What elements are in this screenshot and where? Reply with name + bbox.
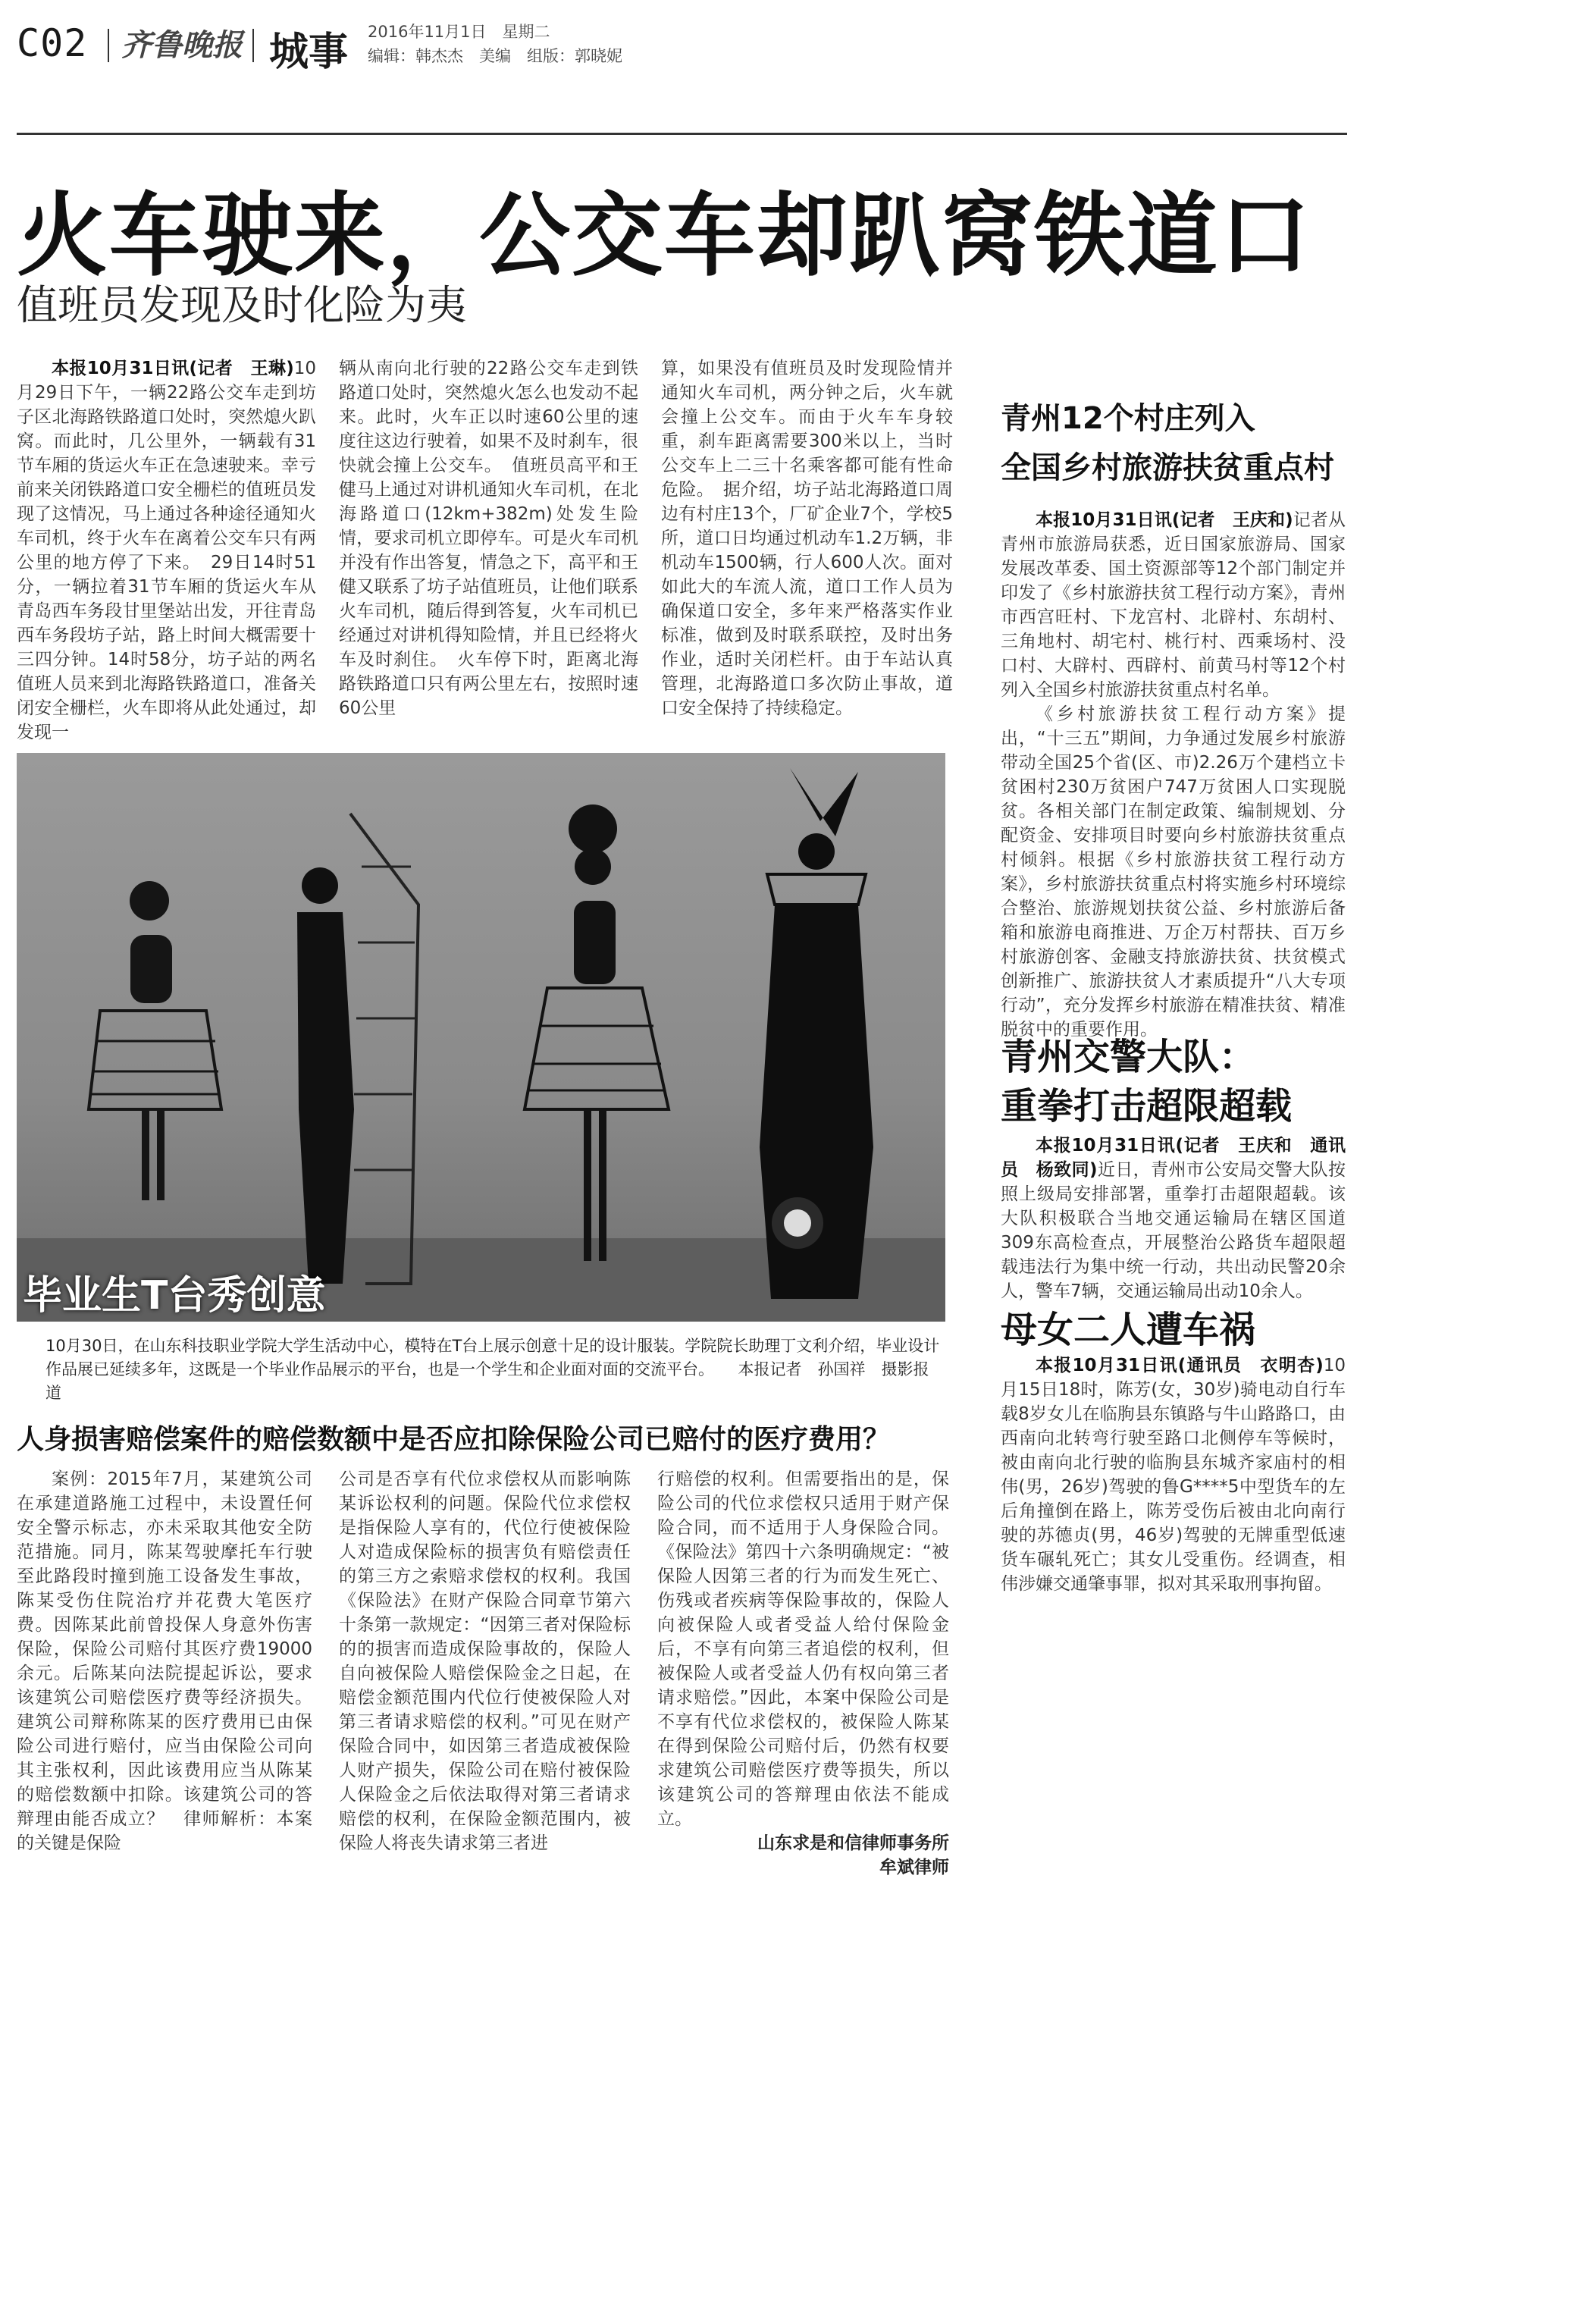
- side2-title-line1: 青州交警大队：: [1001, 1036, 1256, 1078]
- photo-caption: 10月30日，在山东科技职业学院大学生活动中心，模特在T台上展示创意十足的设计服装。学院院长助理丁文利介绍，毕业设计作品展已延续多年，这既是一个毕业作品展示的平台，也是一个学生和企业面对面的交流平台。 本报记者 孙国祥 摄影报道: [45, 1337, 940, 1402]
- side1-byline: 本报10月31日讯(记者 王庆和): [1036, 510, 1293, 530]
- law-col2: [339, 1467, 631, 1855]
- main-byline: 本报10月31日讯(记者 王琳): [52, 359, 294, 378]
- law-text1: 案例：2015年7月，某建筑公司在承建道路施工过程中，未设置任何安全警示标志，亦未采取其他安全防范措施。同月，陈某驾驶摩托车行驶至此路段时撞到施工设备发生事故，陈某受伤住院治疗并花费大笔医疗费。因陈某此前曾投保人身意外伤害保险，保险公司赔付其医疗费19000余元。后陈某向法院提起诉讼，要求该建筑公司赔偿医疗费等经济损失。建筑公司辩称陈某的医疗费用已由保险公司进行赔付，应当由保险公司向其主张权利，因此该费用应当从陈某的赔偿数额中扣除。该建筑公司的答辩理由能否成立？ 律师解析：本案的关键是保险: [17, 1469, 312, 1853]
- law-text2: 公司是否享有代位求偿权从而影响陈某诉讼权利的问题。保险代位求偿权是指保险人享有的，代位行使被保险人对造成保险标的损害负有赔偿责任的第三方之索赔求偿权的权利。我国《保险法》在财产保险合同章节第六十条第一款规定：“因第三者对保险标的的损害而造成保险事故的，保险人自向被保险人赔偿保险金之日起，在赔偿金额范围内代位行使被保险人对第三者请求赔偿的权利。”可见在财产保险合同中，如因第三者造成被保险人财产损失，保险公司在赔付被保险人保险金之后依法取得对第三者请求赔偿的权利，在保险金额范围内，被保险人将丧失请求第三者进: [339, 1469, 631, 1853]
- main-article-text3: 算，如果没有值班员及时发现险情并通知火车司机，两分钟之后，火车就会撞上公交车。而由于火车车身较重，刹车距离需要300米以上，当时公交车上二三十名乘客都可能有性命危险。 据介绍，坊子站北海路道口周边有村庄13个，厂矿企业7个，学校5所，道口日均通过机动车1.2万辆，非机动车1500辆，行人600人次。面对如此大的车流人流，道口工作人员为确保道口安全，多年来严格落实作业标准，做到及时联系联控，及时出务作业，适时关闭栏杆。由于车站认真管理，北海路道口多次防止事故，道口安全保持了持续稳定。: [661, 359, 953, 718]
- side2-body: [1001, 1134, 1346, 1303]
- main-subheadline: 值班员发现及时化险为夷: [17, 281, 467, 329]
- side1-text2: 《乡村旅游扶贫工程行动方案》提出，“十三五”期间，力争通过发展乡村旅游带动全国25个省(区、市)2.26万个建档立卡贫困村230万贫困户747万贫困人口实现脱贫。各相关部门在制定政策、编制规划、分配资金、安排项目时要向乡村旅游扶贫重点村倾斜。根据《乡村旅游扶贫工程行动方案》，乡村旅游扶贫重点村将实施乡村环境综合整治、旅游规划扶贫公益、乡村旅游后备箱和旅游电商推进、万企万村帮扶、百万乡村旅游创客、金融支持旅游扶贫、扶贫模式创新推广、旅游扶贫人才素质提升“八大专项行动”，充分发挥乡村旅游在精准扶贫、精准脱贫中的重要作用。: [1001, 704, 1346, 1040]
- law-signature-lawyer: 牟斌律师: [879, 1858, 949, 1877]
- side2-title-line2: 重拳打击超限超载: [1001, 1085, 1293, 1128]
- law-title: 人身损害赔偿案件的赔偿数额中是否应扣除保险公司已赔付的医疗费用？: [17, 1424, 891, 1455]
- masthead-divider: [108, 29, 109, 62]
- date-line: 2016年11月1日 星期二: [368, 23, 550, 41]
- editors-line: 编辑：韩杰杰 美编 组版：郭晓妮: [368, 47, 622, 65]
- page-number: C02: [17, 21, 88, 65]
- main-article-text2: 辆从南向北行驶的22路公交车走到铁路道口处时，突然熄火怎么也发动不起来。此时，火车正以时速60公里的速度往这边行驶着，如果不及时刹车，很快就会撞上公交车。 值班员高平和王健马上通过对讲机通知火车司机，在北海路道口(12km+382m)处发生险情，要求司机立即停车。可是火车司机并没有作出答复，情急之下，高平和王健又联系了坊子站值班员，让他们联系火车司机，随后得到答复，火车司机已经通过对讲机得知险情，并且已经将火车及时刹住。 火车停下时，距离北海路铁路道口只有两公里左右，按照时速60公里: [339, 359, 638, 718]
- header-rule: [17, 133, 1347, 135]
- fashion-show-photo: [17, 753, 945, 1322]
- paper-name-logo: 齐鲁晚报: [121, 27, 243, 63]
- law-col1: [17, 1467, 312, 1855]
- main-article-text1: 10月29日下午，一辆22路公交车走到坊子区北海路铁路道口处时，突然熄火趴窝。而此时，几公里外，一辆载有31节车厢的货运火车正在急速驶来。幸亏前来关闭铁路道口安全栅栏的值班员发现了这情况，马上通过各种途径通知火车司机，终于火车在离着公交车只有两公里的地方停了下来。 29日14时51分，一辆拉着31节车厢的货运火车从青岛西车务段甘里堡站出发，开往青岛西车务段坊子站，路上时间大概需要十三四分钟。14时58分，坊子站的两名值班人员来到北海路铁路道口，准备关闭安全栅栏，火车即将从此处通过，却发现一: [17, 359, 316, 742]
- side3-title: 母女二人遭车祸: [1001, 1309, 1256, 1351]
- side3-byline: 本报10月31日讯(通讯员 衣明杏): [1036, 1356, 1324, 1375]
- side1-title-line2: 全国乡村旅游扶贫重点村: [1001, 450, 1334, 485]
- law-col3: [657, 1467, 949, 1880]
- side1-text1: 记者从青州市旅游局获悉，近日国家旅游局、国家发展改革委、国土资源部等12个部门制定并印发了《乡村旅游扶贫工程行动方案》，青州市西宫旺村、下龙宫村、北辟村、东胡村、三角地村、胡宅村、桃行村、西乘场村、没口村、大辟村、西辟村、前黄马村等12个村列入全国乡村旅游扶贫重点村名单。: [1001, 510, 1346, 700]
- main-headline: 火车驶来，公交车却趴窝铁道口: [17, 183, 1311, 289]
- side1-body: [1001, 508, 1346, 1042]
- section-name: 城事: [269, 30, 349, 75]
- law-signature-firm: 山东求是和信律师事务所: [757, 1833, 949, 1853]
- fashion-show-illustration: [17, 753, 945, 1322]
- photo-label: 毕业生T台秀创意: [23, 1273, 326, 1319]
- side2-text: 近日，青州市公安局交警大队按照上级局安排部署，重拳打击超限超载。该大队积极联合当地交通运输局在辖区国道309东高检查点，开展整治公路货车超限超载违法行为集中统一行动，共出动民警20余人，警车7辆，交通运输局出动10余人。: [1001, 1160, 1346, 1301]
- side2-byline: 本报10月31日讯(记者 王庆和 通讯员 杨致同): [1001, 1136, 1346, 1180]
- masthead-meta: [368, 20, 622, 68]
- main-article-col1: [17, 356, 316, 745]
- side3-text: 10月15日18时，陈芳(女，30岁)骑电动自行车载8岁女儿在临朐县东镇路与牛山路路口，由西南向北转弯行驶至路口北侧停车等候时，被由南向北行驶的临朐县东城齐家庙村的相伟(男，26岁)驾驶的鲁G****5中型货车的左后角撞倒在路上，陈芳受伤后被由北向南行驶的苏德贞(男，46岁)驾驶的无牌重型低速货车碾轧死亡；其女儿受重伤。经调查，相伟涉嫌交通肇事罪，拟对其采取刑事拘留。: [1001, 1356, 1346, 1594]
- side3-body: [1001, 1353, 1346, 1596]
- main-article-col2: [339, 356, 638, 720]
- side1-title-line1: 青州12个村庄列入: [1001, 401, 1255, 436]
- main-article-col3: [661, 356, 953, 720]
- law-text3: 行赔偿的权利。但需要指出的是，保险公司的代位求偿权只适用于财产保险合同，而不适用于人身保险合同。《保险法》第四十六条明确规定：“被保险人因第三者的行为而发生死亡、伤残或者疾病等保险事故的，保险人向被保险人或者受益人给付保险金后，不享有向第三者追偿的权利，但被保险人或者受益人仍有权向第三者请求赔偿。”因此，本案中保险公司是不享有代位求偿权的，被保险人陈某在得到保险公司赔付后，仍然有权要求建筑公司赔偿医疗费等损失，所以该建筑公司的答辩理由依法不能成立。: [657, 1469, 949, 1829]
- masthead-divider: [252, 29, 254, 62]
